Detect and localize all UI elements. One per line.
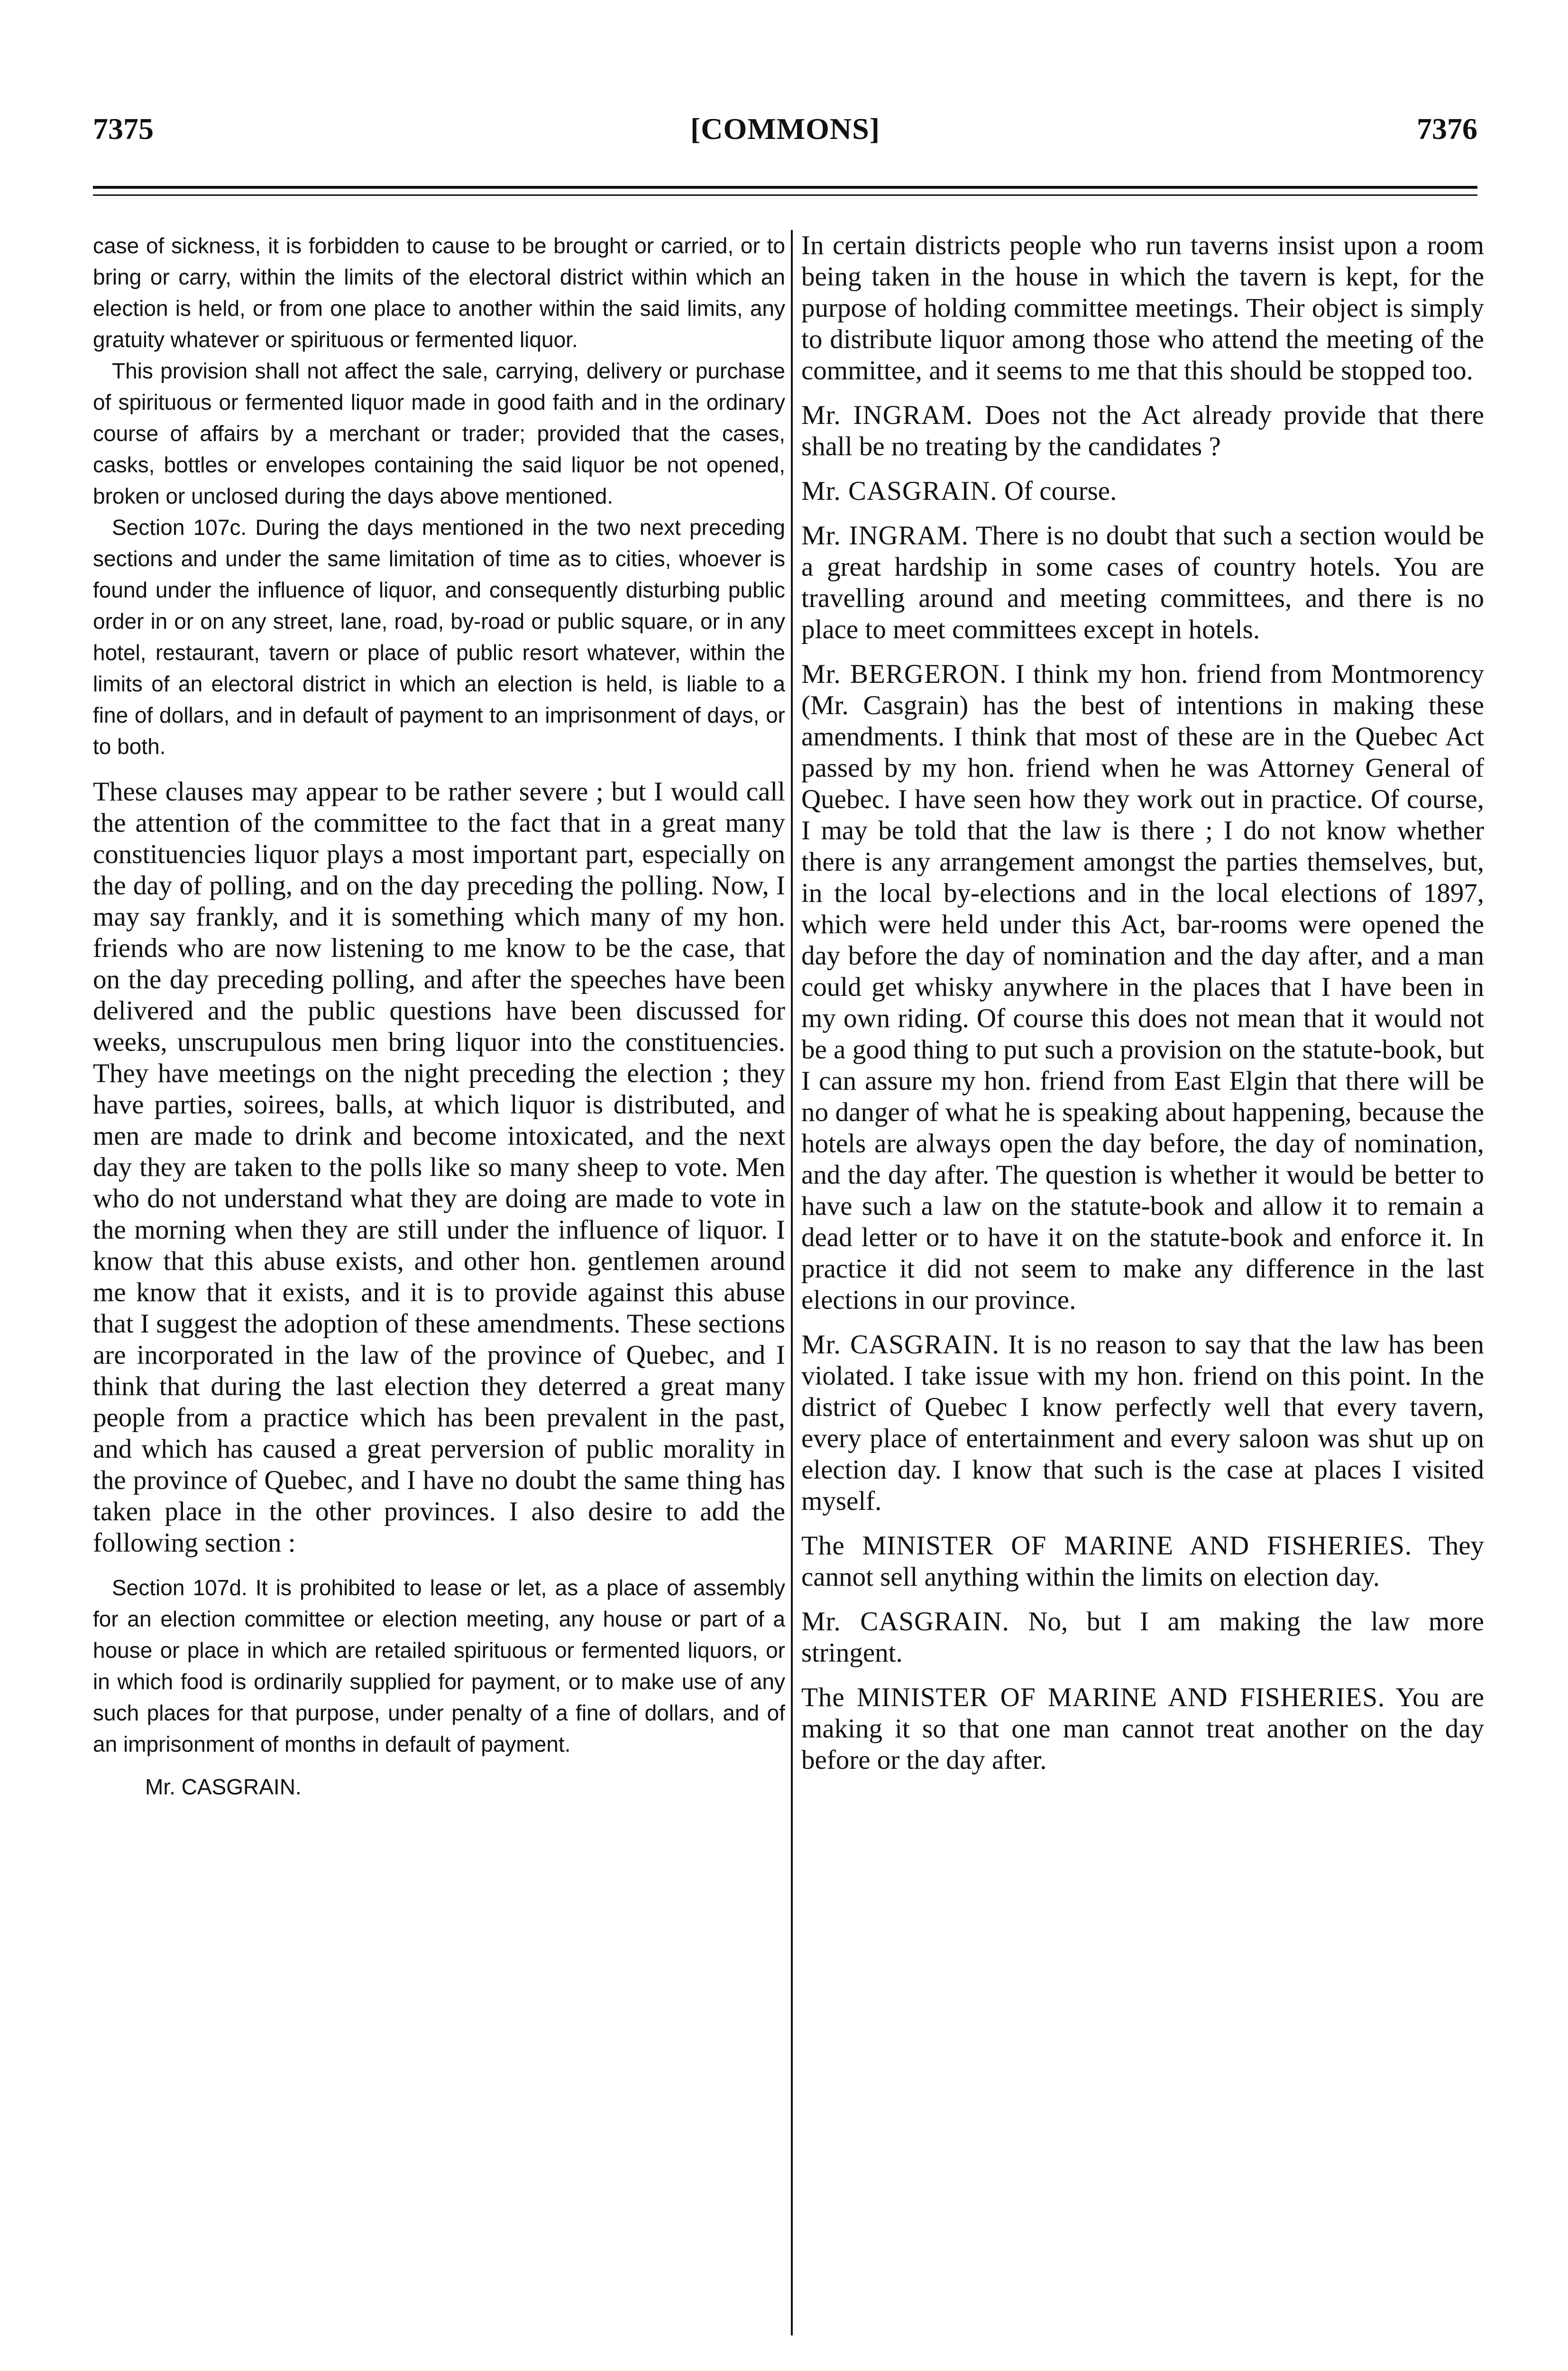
speech-casgrain-3 [801,1606,1484,1669]
speech-casgrain-1 [801,476,1484,507]
header-rule-thick [93,186,1477,189]
speech-text: Of course. [997,476,1117,506]
header-rule-thin [93,194,1477,196]
speaker-name: Mr. BERGERON. [801,659,1007,689]
speech-minister-2 [801,1682,1484,1776]
speech-text: There is no doubt that such a section would be a great hardship in some cases of country hotels. You are travelling around and meeting committees, and there is no place to meet committees except in hotels. [801,521,1484,644]
left-column [93,230,785,2354]
running-title: [COMMONS] [690,112,880,146]
quoted-section-107d: Section 107d. It is prohibited to lease or let, as a place of assembly for an election committee or election meeting, any house or part of a house or place in which are retailed spirituous or fermented liquors, or in which food is ordinarily supplied for payment, or to make use of any such places for that purpose, under penalty of a fine of dollars, and of an imprisonment of months in default of payment. [93,1575,785,1756]
continued-paragraph: In certain districts people who run taverns insist upon a room being taken in the house in which the tavern is kept, for the purpose of holding committee meetings. Their object is simply to distribute liquor among those who attend the meeting of the committee, and it seems to me that this should be stopped too. [801,230,1484,386]
speech-text: I think my hon. friend from Montmorency (Mr. Casgrain) has the best of intentions in making these amendments. I think that most of these are in the Quebec Act passed by my hon. friend when he was Attorney General of Quebec. I have seen how they work out in practice. Of course, I may be told that the law is there ; I do not know whether there is any arrangement amongst the parties themselves, but, in the local by-elections and in the local elections of 1897, which were held under this Act, bar-rooms were opened the day before the day of nomination and the day after, and a man could get whisky anywhere in the places that I have been in my own riding. Of course this does not mean that it would not be a good thing to put such a provision on the statute-book, but I can assure my hon. friend from East Elgin that there will be no danger of what he is speaking about happening, because the hotels are always open the day before, the day of nomination, and the day after. The question is whether it would be better to have such a law on the statute-book and allow it to remain a dead letter or to have it on the statute-book and enforce it. In practice it did not seem to make any difference in the last elections in our province. [801,659,1484,1315]
speech-ingram-2 [801,520,1484,645]
speaker-name: Mr. CASGRAIN. [801,1330,999,1360]
speech-text: It is no reason to say that the law has been violated. I take issue with my hon. friend on this point. In the district of Quebec I know perfectly well that every tavern, every place of entertainment and every saloon was shut up on election day. I know that such is the case at places I visited myself. [801,1330,1484,1516]
speech-casgrain-2 [801,1329,1484,1517]
page-number-right: 7376 [1417,112,1477,146]
speaker-name: The MINISTER OF MARINE AND FISHERIES. [801,1531,1412,1561]
speaker-name: Mr. INGRAM. [801,521,969,551]
speaker-name: Mr. INGRAM. [801,400,973,430]
quoted-provision-2: This provision shall not affect the sale, carrying, delivery or purchase of spirituous or fermented liquor made in good faith and in the ordinary course of affairs by a merchant or trader; provided that the cases, casks, bottles or envelopes containing the said liquor be not opened, broken or unclosed during the days above mentioned. [93,358,785,508]
speaker-name: The MINISTER OF MARINE AND FISHERIES. [801,1682,1385,1712]
speech-minister-1 [801,1530,1484,1593]
casgrain-speech: These clauses may appear to be rather severe ; but I would call the attention of the committee to the fact that in a great many constituencies liquor plays a most important part, especially on the day of polling, and on the day preceding the polling. Now, I may say frankly, and it is something which many of my hon. friends who are now listening to me know to be the case, that on the day preceding polling, and after the speeches have been delivered and the public questions have been discussed for weeks, unscrupulous men bring liquor into the constituencies. They have meetings on the night preceding the election ; they have parties, soirees, balls, at which liquor is distributed, and men are made to drink and become intoxicated, and the next day they are taken to the polls like so many sheep to vote. Men who do not understand what they are doing are made to vote in the morning when they are still under the influence of liquor. I know that this abuse exists, and other hon. gentlemen around me know that it exists, and it is to provide against this abuse that I suggest the adoption of these amendments. These sections are incorporated in the law of the province of Quebec, and I think that during the last election they deterred a great many people from a practice which has been prevalent in the past, and which has caused a great perversion of public morality in the province of Quebec, and I have no doubt the same thing has taken place in the other provinces. I also desire to add the following section : [93,777,785,1558]
quoted-section-107c: Section 107c. During the days mentioned in the two next preceding sections and under the same limitation of time as to cities, whoever is found under the influence of liquor, and consequently disturbing public order in or on any street, lane, road, by-road or public square, or in any hotel, restaurant, tavern or place of public resort whatever, within the limits of an electoral district in which an election is held, is liable to a fine of dollars, and in default of payment to an imprisonment of days, or to both. [93,515,785,759]
page-number-left: 7375 [93,112,154,146]
page-header [93,111,1477,164]
right-column [801,230,1484,2354]
speech-bergeron [801,659,1484,1316]
quoted-provision-1: case of sickness, it is forbidden to cause to be brought or carried, or to bring or carry, within the limits of the electoral district within which an election is held, or from one place to another within the said limits, any gratuity whatever or spirituous or fermented liquor. [93,233,785,352]
column-divider [791,230,793,2335]
speaker-name: Mr. CASGRAIN. [801,1607,1009,1636]
speech-text: No, but I am making the law more stringent. [801,1607,1484,1668]
speaker-name: Mr. CASGRAIN. [801,476,998,506]
speech-text: You are making it so that one man cannot treat another on the day before or the day after. [801,1682,1484,1775]
speaker-signoff: Mr. CASGRAIN. [145,1774,302,1799]
speech-ingram-1 [801,400,1484,462]
speech-text: They cannot sell anything within the limits on election day. [801,1531,1484,1592]
speech-text: Does not the Act already provide that there shall be no treating by the candidates ? [801,400,1484,461]
